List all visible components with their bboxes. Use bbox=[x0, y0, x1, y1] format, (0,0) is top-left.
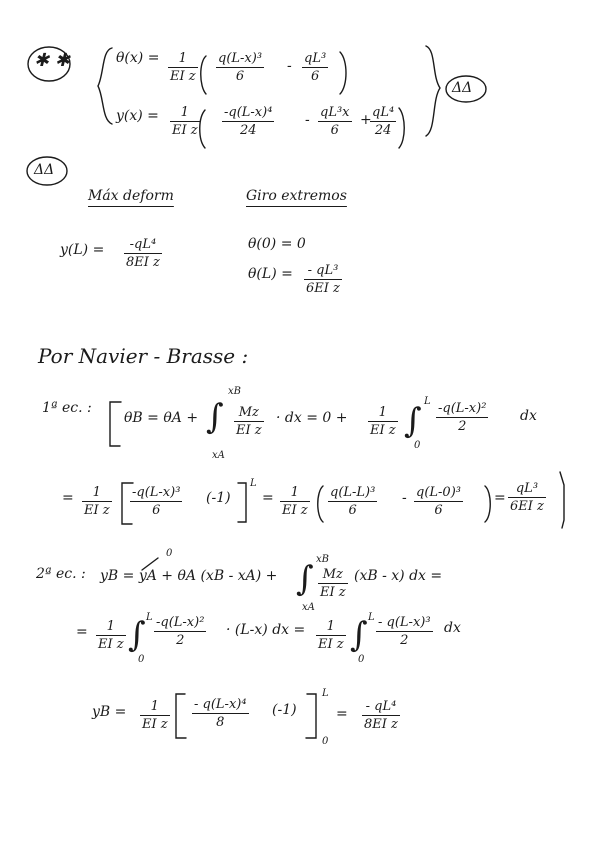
heading-giro-extremos: Giro extremos bbox=[246, 188, 347, 204]
theta-prefactor: 1 EI z bbox=[170, 51, 196, 84]
right-brace bbox=[426, 46, 440, 136]
eq2-final-lhs: yB = bbox=[92, 704, 127, 720]
eq1-l2-term-b: q(L-0)³ 6 bbox=[416, 485, 461, 518]
y-lhs: y(x) = bbox=[116, 108, 159, 124]
delta-mark-2: ΔΔ bbox=[34, 162, 55, 178]
eq2-l2-prefactor: 1 EI z bbox=[98, 619, 124, 652]
eq1-lhs: θB = θA + bbox=[124, 410, 199, 426]
eq1-result: qL³ 6EI z bbox=[510, 481, 544, 514]
eq1-mz: Mz EI z bbox=[236, 405, 262, 438]
y-term-3: qL⁴ 24 bbox=[372, 105, 395, 138]
delta-mark-1: ΔΔ bbox=[452, 80, 473, 96]
thetaL-value: - qL³ 6EI z bbox=[306, 263, 340, 296]
eq1-l2-prefactor: 1 EI z bbox=[84, 485, 110, 518]
eq2-final-bracket: - q(L-x)⁴ 8 bbox=[194, 697, 247, 730]
eq2-l2-prefactor-2: 1 EI z bbox=[318, 619, 344, 652]
eq2-final-prefactor: 1 EI z bbox=[142, 699, 168, 732]
eq2-lhs: yB = yA + θA (xB - xA) + bbox=[100, 568, 278, 584]
eq1-l2-term-a: q(L-L)³ 6 bbox=[330, 485, 376, 518]
heading-max-deform: Máx deform bbox=[88, 188, 174, 204]
eq2-label: 2ª ec. : bbox=[36, 566, 86, 582]
y-term-2: qL³x 6 bbox=[320, 105, 350, 138]
eq2-l2-integrand: -q(L-x)² 2 bbox=[156, 615, 205, 648]
y-prefactor: 1 EI z bbox=[172, 105, 198, 138]
eq1-l2-prefactor-2: 1 EI z bbox=[282, 485, 308, 518]
section-title: Por Navier - Brasse : bbox=[38, 344, 249, 368]
star-mark: ✱ ✱ bbox=[34, 50, 70, 71]
theta-term-2: qL³ 6 bbox=[304, 51, 327, 84]
eq1-integral: ∫ bbox=[206, 397, 224, 437]
eq2-l2-integrand-2: - q(L-x)³ 2 bbox=[378, 615, 431, 648]
left-brace bbox=[98, 48, 112, 124]
eq2-final-result: - qL⁴ 8EI z bbox=[364, 699, 398, 732]
eq2-mz: Mz EI z bbox=[320, 567, 346, 600]
result-mark bbox=[560, 472, 564, 528]
eq1-bracket bbox=[110, 402, 121, 446]
y-term-1: -q(L-x)⁴ 24 bbox=[224, 105, 273, 138]
eq1-label: 1ª ec. : bbox=[42, 400, 92, 416]
eq1-prefactor: 1 EI z bbox=[370, 405, 396, 438]
eq1-l2-bracket: -q(L-x)³ 6 bbox=[132, 485, 181, 518]
theta-term-1: q(L-x)³ 6 bbox=[218, 51, 263, 84]
thetaL-lhs: θ(L) = bbox=[248, 266, 293, 282]
theta0-eq: θ(0) = 0 bbox=[248, 236, 306, 252]
eq1-integrand: -q(L-x)² 2 bbox=[438, 401, 487, 434]
theta-lhs: θ(x) = bbox=[116, 50, 160, 66]
yL-lhs: y(L) = bbox=[60, 242, 105, 258]
yL-value: -qL⁴ 8EI z bbox=[126, 237, 160, 270]
handwritten-notes-page: ✱ ✱ θ(x) = 1 EI z q(L-x)³ 6 - qL³ 6 y(x) = 1 EI z -q(L-x)⁴ 24 - qL³x 6 + qL⁴ 24 ΔΔ ΔΔ Máx deform Giro extremos y(L) = -qL⁴ 8EI z θ(0) = 0 θ(L) = - qL³ 6EI z Por Navier - Brasse : 1ª ec. : θB = θA + xB ∫ xA Mz EI z · dx = 0 + 1 EI z L ∫ 0 -q(L-x)² 2 dx = 1 EI z -q(L-x)³ 6 (-1) L = 1 EI z q(L-L)³ 6 - q(L-0)³ 6 = qL³ 6EI z 2ª ec. : yB = yA + θA (xB - xA) + 0 xB ∫ xA Mz EI z (xB - x) dx = = 1 EI z L ∫ 0 -q(L-x)² 2 · (L-x) dx = 1 EI z L ∫ 0 - q(L-x)³ 2 dx yB = 1 EI z - q(L-x)⁴ 8 (-1) L 0 = - qL⁴ 8EI z bbox=[0, 0, 600, 848]
